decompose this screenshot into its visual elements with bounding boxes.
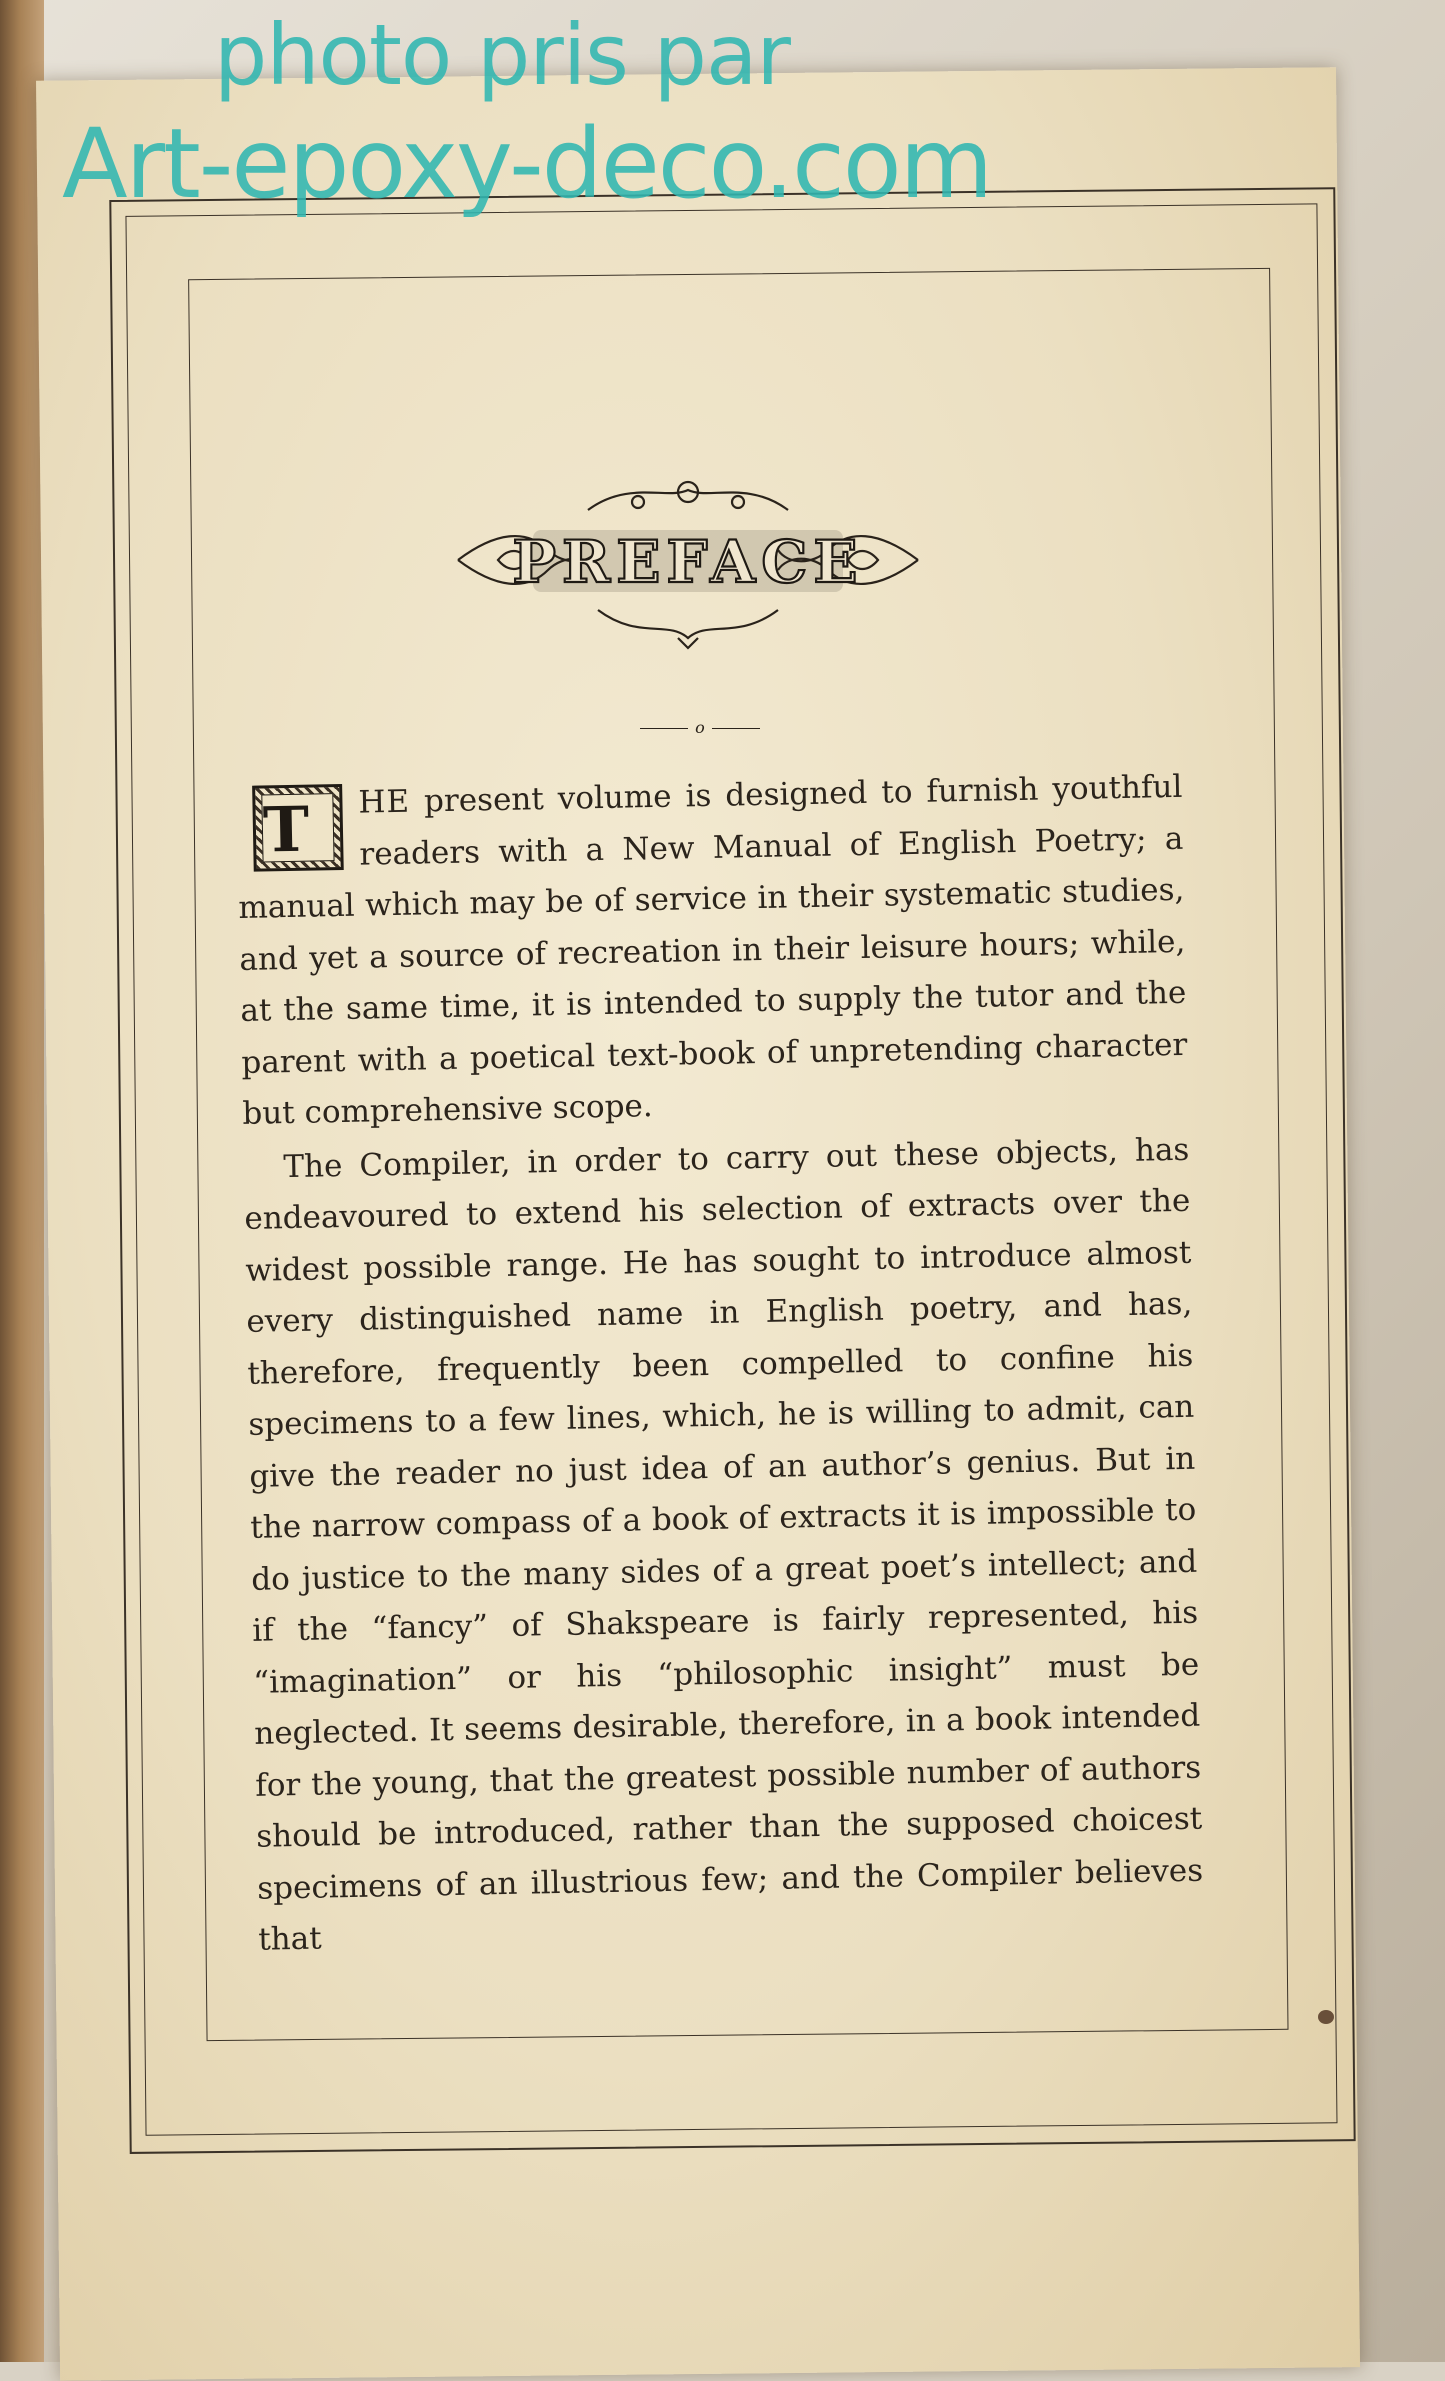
paragraph-1-text: present volume is designed to furnish youthful readers with a New Manual of English Poetry; a manual which may be of service in their systematic studies, and yet a source of recreation in their leisure hours; while, at the same time, it is intended to supply the tutor and the parent with a poetical text-book of unpretending character but comprehensive scope.	[238, 768, 1188, 1132]
watermark-line-1: photo pris par	[214, 6, 790, 104]
drop-cap-letter: T	[261, 793, 334, 862]
divider-mark: o	[695, 718, 705, 737]
page-title: PREFACE	[512, 528, 864, 596]
preface-ornament	[438, 470, 938, 650]
watermark-line-2: Art-epoxy-deco.com	[62, 108, 992, 220]
section-divider	[640, 718, 760, 738]
paragraph-2: The Compiler, in order to carry out these objects, has endeavoured to extend his selection of extracts over the widest possible range. He has sought to introduce almost every distinguished name in English poetry, and has, therefore, frequently been compelled to confine his specimens to a few lines, which, he is willing to admit, can give the reader no just idea of an author’s genius. But in the narrow compass of a book of extracts it is impossible to do justice to the many sides of a great poet’s intellect; and if the “fancy” of Shakspeare is fairly represented, his “imagination” or his “philosophic insight” must be neglected. It seems desirable, therefore, in a book intended for the young, that the greatest possible number of authors should be introduced, rather than the supposed choicest specimens of an illustrious few; and the Compiler believes that	[244, 1131, 1204, 1958]
divider-line-left	[640, 728, 688, 729]
preface-body	[236, 762, 1205, 1966]
divider-line-right	[712, 728, 760, 729]
book-spine-edge	[0, 0, 44, 2362]
opening-caps: HE	[358, 783, 411, 821]
paragraph-1	[236, 762, 1189, 1141]
drop-cap	[252, 784, 344, 872]
paper-stain	[1318, 2010, 1334, 2024]
